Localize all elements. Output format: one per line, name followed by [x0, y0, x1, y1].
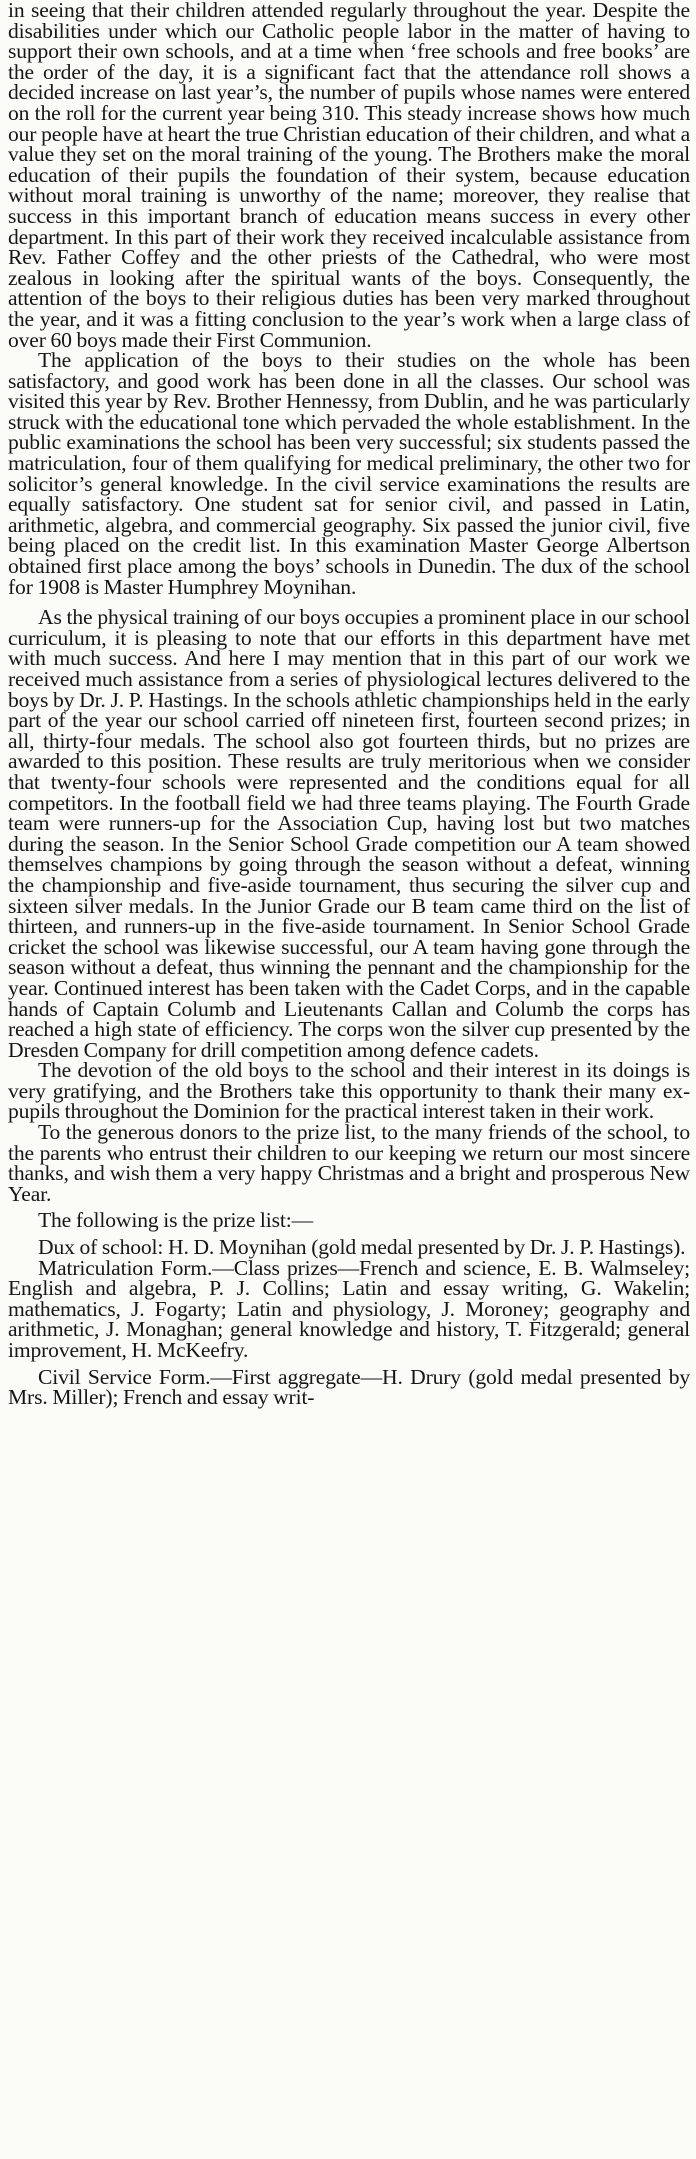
paragraph-dux: Dux of school: H. D. Moynihan (gold medal presented by Dr. J. P. Hastings). [38, 1235, 686, 1260]
paragraph-attendance: in seeing that their children attended regularly throughout the year. Despite the disabilities under which our Catholic people labor in the matter of having to support their own schools, and at a time when ‘free schools and free books’ are the order of the day, it is a significant fact that the attendance roll shows a decided increase on last year’s, the number of pupils whose names were entered on the roll for the current year being 310. This steady increase shows how much our people have at heart the true Christian education of their children, and what a value they set on the moral training of the young. The Brothers make the moral education of their pupils the foundation of their system, because education without moral training is unworthy of the name; moreover, they realise that success in this important branch of education means success in every other department. In this part of their work they received incalculable assistance from Rev. Father Coffey and the other priests of the Cathedral, who were most zealous in looking after the spiritual wants of the boys. Consequently, the attention of the boys to their religious duties has been very marked throughout the year, and it was a fitting conclusion to the year’s work when a large class of over 60 boys made their First Communion. [8, 0, 690, 352]
paragraph-matriculation-form: Matriculation Form.—Class prizes—French and science, E. B. Walmseley; English and algebra, P. J. Collins; Latin and essay writing, G. Wakelin; mathematics, J. Fogarty; Latin and physiology, J. Moroney; geography and arithmetic, J. Monaghan; general knowledge and history, T. Fitzgerald; general improvement, H. McKeefry. [8, 1255, 690, 1362]
article-column [8, 0, 690, 1408]
paragraph-studies: The application of the boys to their studies on the whole has been satisfactory, and good work has been done in all the classes. Our school was visited this year by Rev. Brother Hennessy, from Dublin, and he was particularly struck with the educational tone which pervaded the whole establishment. In the public examinations the school has been very successful; six students passed the matriculation, four of them qualifying for medical preliminary, the other two for solicitor’s general knowledge. In the civil service examinations the results are equally satisfactory. One student sat for senior civil, and passed in Latin, arithmetic, algebra, and commercial geography. Six passed the junior civil, five being placed on the credit list. In this examination Master George Albertson obtained first place among the boys’ schools in Dunedin. The dux of the school for 1908 is Master Humphrey Moynihan. [8, 348, 690, 599]
paragraph-physical-training: As the physical training of our boys occupies a prominent place in our school curriculum, it is pleasing to note that our efforts in this department have met with much success. And here I may mention that in this part of our work we received much assistance from a series of physiological lectures delivered to the boys by Dr. J. P. Hastings. In the schools athletic championships held in the early part of the year our school carried off nineteen first, fourteen second prizes; in all, thirty-four medals. The school also got fourteen thirds, but no prizes are awarded to this position. These results are truly meritorious when we consider that twenty-four schools were represented and the conditions equal for all competitors. In the football field we had three teams playing. The Fourth Grade team were runners-up for the Association Cup, having lost but two matches during the season. In the Senior School Grade competition our A team showed themselves champions by going through the season without a defeat, winning the championship and five-aside tournament, thus securing the silver cup and sixteen silver medals. In the Junior Grade our B team came third on the list of thirteen, and runners-up in the five-aside tournament. In Senior School Grade cricket the school was likewise successful, our A team having gone through the season without a defeat, thus winning the pennant and the championship for the year. Continued interest has been taken with the Cadet Corps, and in the capable hands of Captain Columb and Lieutenants Callan and Columb the corps has reached a high state of efficiency. The corps won the silver cup presented by the Dresden Company for drill competition among defence cadets. [8, 605, 690, 1062]
paragraph-old-boys: The devotion of the old boys to the school and their interest in its doings is very gratifying, and the Brothers take this opportunity to thank their many ex-pupils throughout the Dominion for the practical interest taken in their work. [8, 1058, 690, 1124]
paragraph-prize-list-intro: The following is the prize list:— [38, 1208, 314, 1233]
paragraph-thanks: To the generous donors to the prize list, to the many friends of the school, to the parents who entrust their children to our keeping we return our most sincere thanks, and wish them a very happy Christmas and a bright and prosperous New Year. [8, 1120, 690, 1206]
paragraph-civil-service-form: Civil Service Form.—First aggregate—H. Drury (gold medal presented by Mrs. Miller); French and essay writ- [8, 1364, 690, 1410]
